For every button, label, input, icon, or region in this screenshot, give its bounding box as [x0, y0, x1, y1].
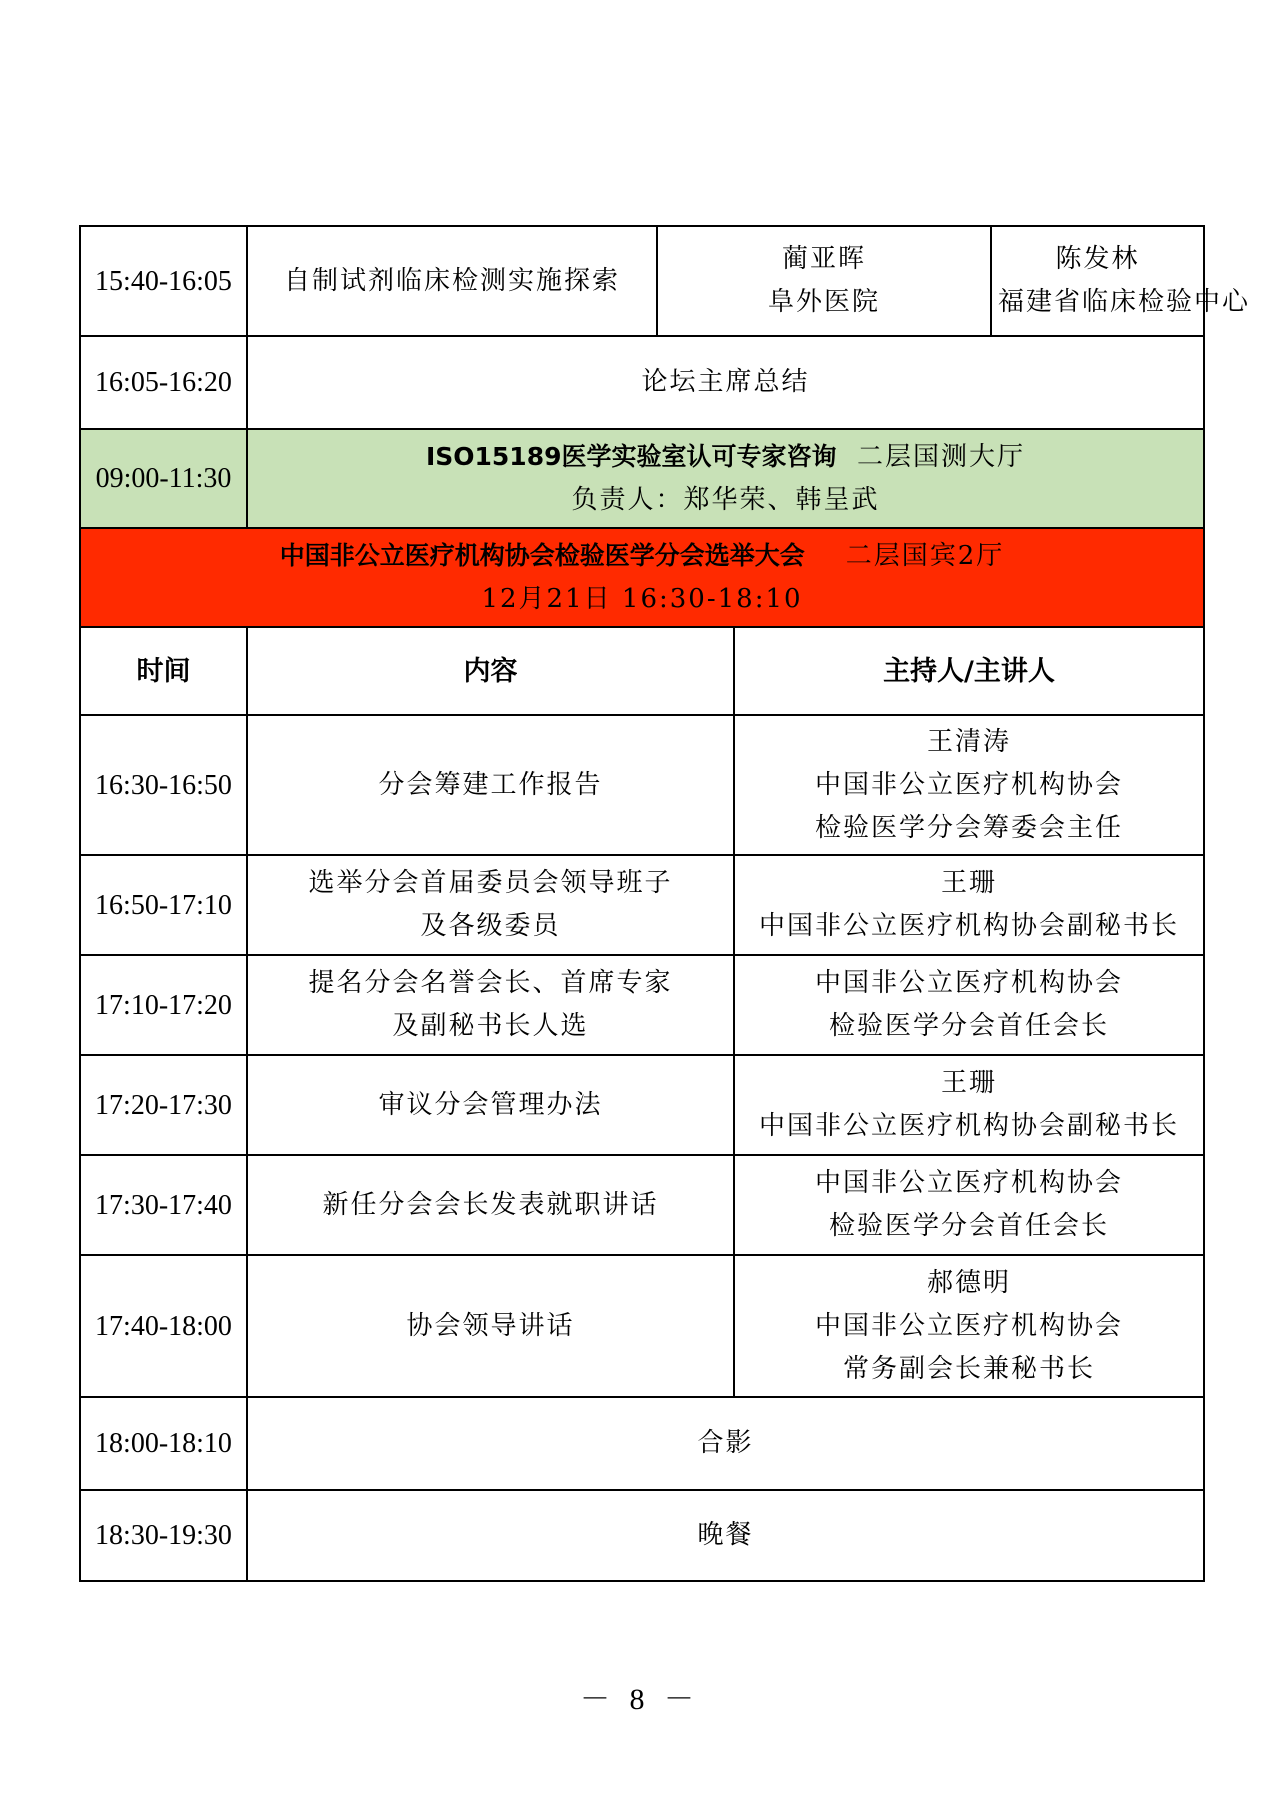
host-cell: [734, 855, 1204, 955]
table-row: [80, 1490, 1204, 1581]
content-cell: 自制试剂临床检测实施探索: [247, 226, 657, 336]
host-cell-line: 检验医学分会筹委会主任: [815, 812, 1124, 843]
election-session-title: 中国非公立医疗机构协会检验医学分会选举大会: [279, 541, 805, 570]
table-row: [80, 715, 1204, 855]
time-cell: 16:05-16:20: [80, 336, 247, 429]
host-cell-line: 检验医学分会首任会长: [829, 1011, 1110, 1041]
content-cell: [247, 1155, 734, 1255]
content-cell: [247, 955, 734, 1055]
table-row: [80, 336, 1204, 429]
agenda-sheet: [79, 225, 1251, 1582]
table-row: [80, 1155, 1204, 1255]
time-cell: 15:40-16:05: [80, 226, 247, 336]
host-cell-line: 中国非公立医疗机构协会副秘书长: [759, 911, 1180, 941]
host-cell-line: 中国非公立医疗机构协会: [815, 769, 1124, 800]
content-cell-line: 分会筹建工作报告: [378, 769, 603, 800]
time-cell: 17:10-17:20: [80, 955, 247, 1055]
time-cell: 16:30-16:50: [80, 715, 247, 855]
time-cell: 16:50-17:10: [80, 855, 247, 955]
host-cell: [734, 1155, 1204, 1255]
host-cell-line: 王清涛: [927, 726, 1012, 757]
table-header-row: [80, 627, 1204, 715]
content-cell-line: 协会领导讲话: [406, 1310, 575, 1341]
content-cell: 晚餐: [247, 1490, 1204, 1581]
content-cell: [247, 1255, 734, 1397]
host-cell-line: 中国非公立医疗机构协会: [815, 1310, 1124, 1341]
time-cell: 18:00-18:10: [80, 1397, 247, 1490]
agenda-table: [79, 225, 1251, 1582]
header-content: 内容: [247, 627, 734, 715]
table-row: [80, 1255, 1204, 1397]
host-cell-line: 王珊: [941, 868, 998, 898]
host-name: 陈发林: [1055, 244, 1140, 274]
host-cell: [734, 955, 1204, 1055]
iso-session-venue: 二层国测大厅: [857, 442, 1026, 472]
speaker-org: 阜外医院: [768, 287, 881, 317]
host-cell-line: 检验医学分会首任会长: [829, 1211, 1110, 1241]
host-cell-line: 郝德明: [927, 1267, 1012, 1298]
host-cell: [734, 1055, 1204, 1155]
content-cell-line: 选举分会首届委员会领导班子: [308, 868, 673, 898]
host-cell-line: 中国非公立医疗机构协会: [815, 968, 1124, 998]
content-cell: 论坛主席总结: [247, 336, 1204, 429]
time-cell: 09:00-11:30: [80, 429, 247, 528]
host-cell-line: 王珊: [941, 1068, 998, 1098]
iso-session-cell: [247, 429, 1204, 528]
content-cell: [247, 855, 734, 955]
content-cell-line: 新任分会会长发表就职讲话: [322, 1189, 659, 1220]
time-cell: 17:30-17:40: [80, 1155, 247, 1255]
content-cell-line: 及各级委员: [420, 911, 561, 941]
host-cell-line: 中国非公立医疗机构协会: [815, 1168, 1124, 1198]
table-row: [80, 1055, 1204, 1155]
content-cell-line: 及副秘书长人选: [392, 1011, 589, 1041]
speaker-name: 蔺亚晖: [782, 244, 867, 274]
time-cell: 17:40-18:00: [80, 1255, 247, 1397]
content-cell: [247, 1055, 734, 1155]
content-cell-line: 审议分会管理办法: [378, 1089, 603, 1120]
table-row: [80, 855, 1204, 955]
iso-session-title: ISO15189医学实验室认可专家咨询: [425, 442, 837, 471]
host-cell-line: 中国非公立医疗机构协会副秘书长: [759, 1111, 1180, 1141]
host-cell-line: 常务副会长兼秘书长: [843, 1353, 1096, 1384]
speaker-cell: [657, 226, 991, 336]
host-cell: [734, 1255, 1204, 1397]
header-time: 时间: [80, 627, 247, 715]
election-session-row: [80, 528, 1204, 627]
content-cell-line: 提名分会名誉会长、首席专家: [308, 968, 673, 998]
time-cell: 17:20-17:30: [80, 1055, 247, 1155]
header-host: 主持人/主讲人: [734, 627, 1204, 715]
time-cell: 18:30-19:30: [80, 1490, 247, 1581]
host-cell: [734, 715, 1204, 855]
page-number: － 8 －: [580, 1683, 700, 1716]
election-session-datetime: 12月21日 16:30-18:10: [481, 584, 803, 614]
table-row: [80, 1397, 1204, 1490]
iso-session-row: [80, 429, 1204, 528]
host-cell: [991, 226, 1251, 336]
election-session-cell: [80, 528, 1204, 627]
table-row: [80, 955, 1204, 1055]
table-row: [80, 226, 1204, 336]
host-org: 福建省临床检验中心: [998, 287, 1251, 317]
iso-session-responsible: 负责人：郑华荣、韩呈武: [571, 485, 880, 515]
content-cell: 合影: [247, 1397, 1204, 1490]
election-session-venue: 二层国宾2厅: [845, 541, 1005, 571]
content-cell: [247, 715, 734, 855]
